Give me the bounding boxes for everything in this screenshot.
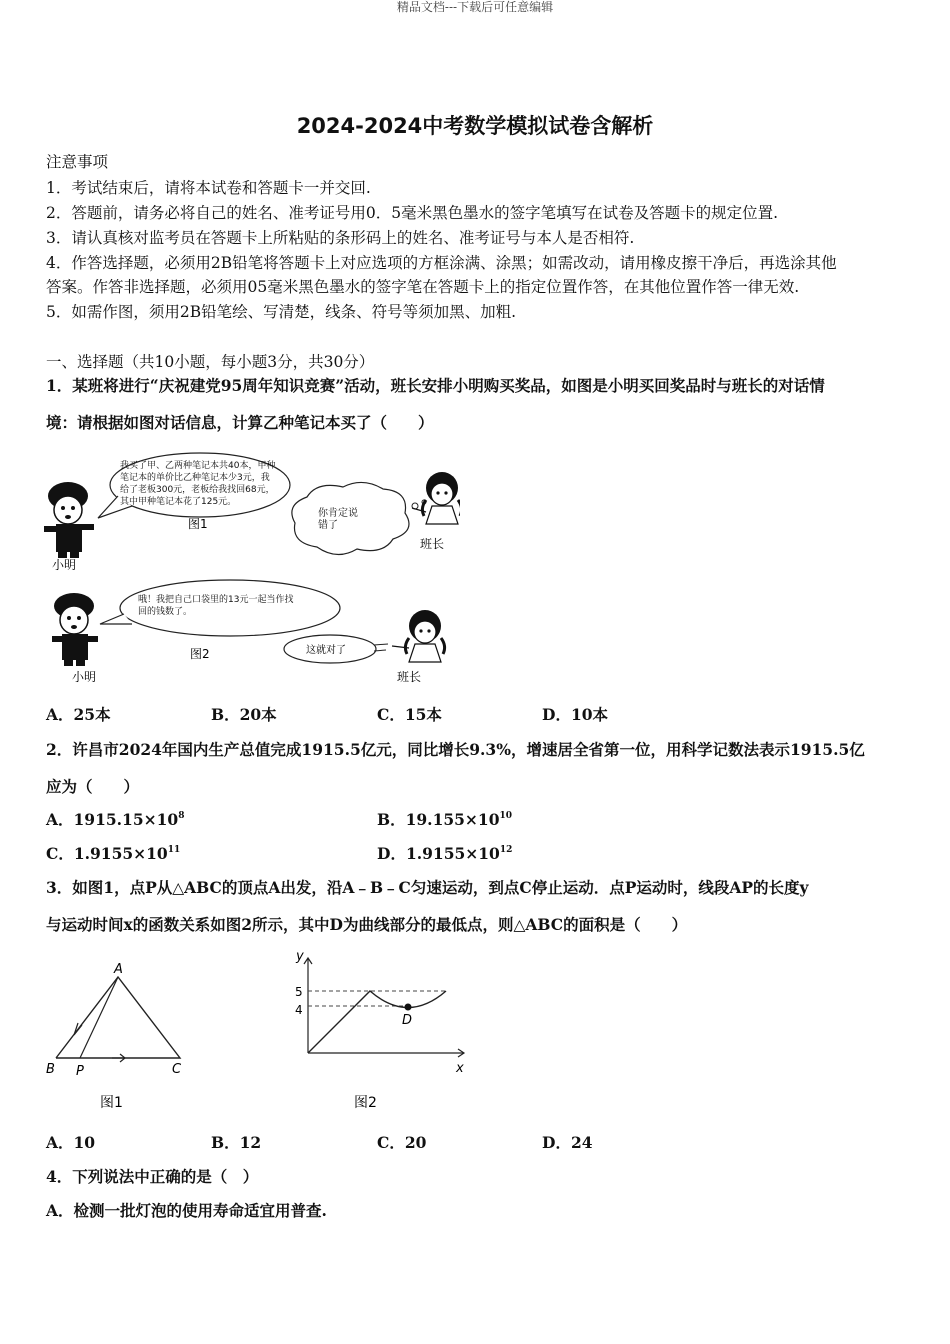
monitor-figure-2: [392, 610, 445, 662]
option-c-label: C．1.9155×10: [46, 844, 168, 863]
option-a: A．25本: [46, 705, 111, 724]
x-axis-label: x: [456, 1061, 464, 1076]
section-heading: 一、选择题（共10小题，每小题3分，共30分）: [46, 353, 375, 371]
question-1-line-2: 境：请根据如图对话信息，计算乙种笔记本买了（ ）: [46, 413, 434, 432]
figure-2-caption: 图2: [354, 1095, 377, 1111]
option-b: [377, 810, 512, 830]
page-header: 精品文档---下载后可任意编辑: [396, 0, 554, 14]
xiaoming-figure-2: [52, 593, 98, 666]
vertex-b-label: B: [46, 1062, 55, 1077]
option-c: C．20: [377, 1133, 427, 1152]
question-3-line-2: 与运动时间x的函数关系如图2所示，其中D为曲线部分的最低点，则△ABC的面积是（ ）: [46, 915, 688, 934]
y-axis-label: y: [296, 950, 304, 964]
figure-2-caption: 图2: [190, 647, 210, 661]
notice-item: 1．考试结束后，请将本试卷和答题卡一并交回.: [46, 179, 371, 197]
bubble-2-line: 回的钱数了。: [138, 607, 193, 617]
notice-item: 2．答题前，请务必将自己的姓名、准考证号用0．5毫米黑色墨水的签字笔填写在试卷及答题卡的规定位置.: [46, 204, 779, 222]
xiaoming-figure-1: [44, 482, 94, 558]
option-a: [46, 810, 184, 830]
y-tick-5: 5: [295, 985, 303, 999]
notice-item: 5．如需作图，须用2B铅笔绘、写清楚，线条、符号等须加黑、加粗.: [46, 303, 517, 321]
notice-item: 4．作答选择题，必须用2B铅笔将答题卡上对应选项的方框涂满、涂黑；如需改动，请用橡皮擦干净后，再选涂其他: [46, 254, 837, 272]
vertex-c-label: C: [172, 1062, 182, 1077]
question-4-option-a: A．检测一批灯泡的使用寿命适宜用普查.: [46, 1201, 327, 1220]
option-c-exponent: 11: [167, 845, 181, 855]
notice-item: 3．请认真核对监考员在答题卡上所粘贴的条形码上的姓名、准考证号与本人是否相符.: [46, 229, 635, 247]
question-2-line-1: 2．许昌市2024年国内生产总值完成1915.5亿元，同比增长9.3%，增速居全省第一位，用科学记数法表示1915.5亿: [46, 740, 865, 759]
bubble-1-line: 我买了甲、乙两种笔记本共40本，甲种: [120, 461, 276, 471]
function-curve: [308, 991, 446, 1053]
option-b: B．20本: [211, 705, 277, 724]
question-1-dialogue-figure: [40, 448, 460, 693]
page-title: 2024-2024中考数学模拟试卷含解析: [296, 114, 654, 138]
option-d-exponent: 12: [499, 845, 513, 855]
y-tick-4: 4: [295, 1003, 303, 1017]
name-label-monitor: 班长: [397, 670, 422, 684]
bubble-1-line: 笔记本的单价比乙种笔记本少3元，我: [120, 473, 270, 483]
option-b-label: B．19.155×10: [377, 810, 500, 829]
bubble-1-line: 给了老板300元，老板给我找回68元，: [120, 485, 275, 495]
reply-line: 你肯定说: [318, 508, 358, 519]
name-label-monitor: 班长: [420, 537, 445, 551]
option-c: C．15本: [377, 705, 442, 724]
point-d-marker: [405, 1004, 412, 1011]
option-d-label: D．1.9155×10: [377, 844, 500, 863]
notice-item: 答案。作答非选择题，必须用05毫米黑色墨水的签字笔在答题卡上的指定位置作答，在其他位置作答一律无效.: [46, 278, 800, 296]
name-label-xiaoming: 小明: [72, 670, 97, 684]
monitor-figure-1: [412, 472, 460, 524]
option-d: D．10本: [542, 705, 609, 724]
question-1-line-1: 1．某班将进行“庆祝建党95周年知识竞赛”活动，班长安排小明购买奖品，如图是小明买回奖品时与班长的对话情: [46, 376, 825, 395]
option-c: [46, 844, 180, 864]
figure-1-caption: 图1: [100, 1095, 123, 1111]
option-d: [377, 844, 512, 864]
question-2-line-2: 应为（ ）: [46, 777, 140, 796]
figure-1-caption: 图1: [188, 517, 208, 531]
reply-text: 这就对了: [306, 645, 346, 656]
question-3-line-1: 3．如图1，点P从△ABC的顶点A出发，沿A﹣B﹣C匀速运动，到点C停止运动．点P运动时，线段AP的长度y: [46, 878, 809, 897]
notice-heading: 注意事项: [46, 153, 109, 171]
option-a: A．10: [46, 1133, 96, 1152]
option-a-label: A．1915.15×10: [46, 810, 179, 829]
question-4-line-1: 4．下列说法中正确的是（ ）: [46, 1167, 259, 1186]
point-p-label: P: [76, 1064, 84, 1079]
name-label-xiaoming: 小明: [52, 558, 77, 572]
question-3-graph-figure: [280, 950, 475, 1115]
reply-line: 错了: [318, 520, 338, 531]
question-3-triangle-figure: [40, 955, 200, 1115]
vertex-a-label: A: [114, 962, 123, 977]
point-d-label: D: [402, 1013, 413, 1028]
option-d: D．24: [542, 1133, 593, 1152]
option-b-exponent: 10: [499, 811, 513, 821]
option-a-exponent: 8: [178, 811, 185, 821]
bubble-1-line: 其中甲种笔记本花了125元。: [120, 497, 237, 507]
bubble-2-line: 哦！我把自己口袋里的13元一起当作找: [138, 595, 294, 605]
option-b: B．12: [211, 1133, 262, 1152]
